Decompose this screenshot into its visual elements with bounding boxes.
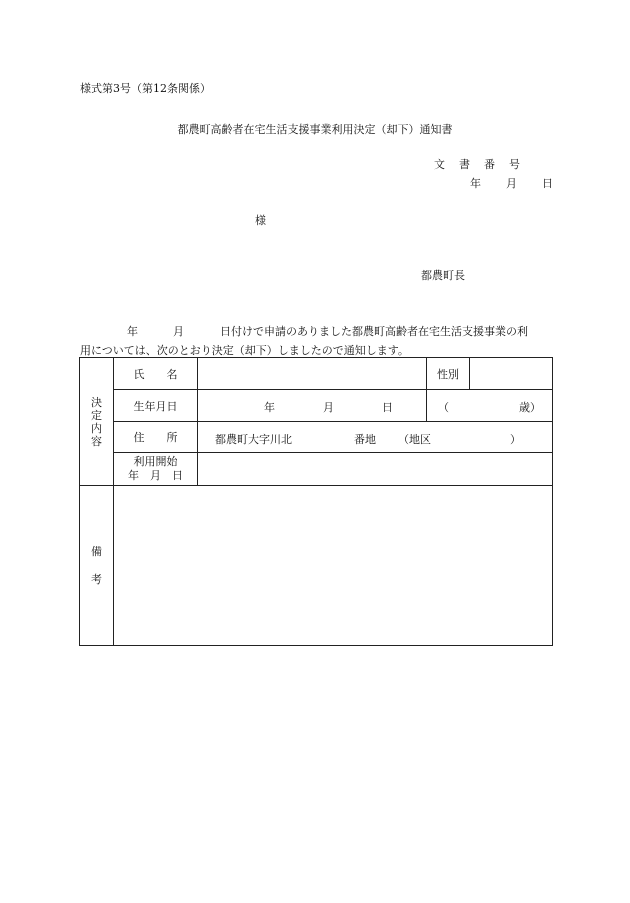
- start-date-field[interactable]: [198, 453, 553, 486]
- birthdate-label: 生年月日: [114, 390, 198, 422]
- address-banchi-label: 番地: [354, 433, 376, 446]
- birth-year-label: 年: [264, 401, 275, 414]
- document-number-label: 文書番号: [434, 158, 534, 171]
- application-year-label: 年: [127, 325, 138, 338]
- age-label: 歳）: [519, 401, 541, 414]
- address-town: 都農町大字川北: [215, 433, 292, 446]
- document-title: 都農町高齢者在宅生活支援事業利用決定（却下）通知書: [177, 123, 453, 136]
- application-month-label: 月: [173, 325, 184, 338]
- form-number-label: 様式第3号（第12条関係）: [80, 82, 211, 95]
- issue-date-day-label: 日: [542, 177, 553, 190]
- remarks-field[interactable]: [114, 486, 553, 646]
- issue-date-year-label: 年: [470, 177, 481, 190]
- notice-body-line-2: 用については、次のとおり決定（却下）しましたので通知します。: [80, 344, 409, 357]
- sex-label: 性別: [427, 358, 470, 390]
- decision-table: [79, 357, 553, 646]
- remarks-label: 備考: [80, 486, 114, 646]
- start-date-label: 利用開始 年 月 日: [114, 453, 198, 486]
- address-label: 住 所: [114, 422, 198, 453]
- birth-month-label: 月: [323, 401, 334, 414]
- age-open-paren: （: [438, 401, 449, 414]
- decision-content-label: 決定内容: [80, 358, 114, 486]
- notice-body-text-1: 日付けで申請のありました都農町高齢者在宅生活支援事業の利: [220, 325, 528, 338]
- name-label: 氏 名: [114, 358, 198, 390]
- age-field[interactable]: [427, 390, 553, 422]
- recipient-honorific: 様: [255, 214, 266, 227]
- issue-date: [470, 175, 553, 191]
- issue-date-month-label: 月: [506, 177, 517, 190]
- address-district-close: ）: [510, 433, 521, 446]
- sender-mayor: 都農町長: [421, 269, 465, 282]
- address-field[interactable]: [198, 422, 553, 453]
- sex-field[interactable]: [470, 358, 553, 390]
- birth-day-label: 日: [382, 401, 393, 414]
- birthdate-field[interactable]: [198, 390, 427, 422]
- address-district-label: （地区: [398, 433, 431, 446]
- name-field[interactable]: [198, 358, 427, 390]
